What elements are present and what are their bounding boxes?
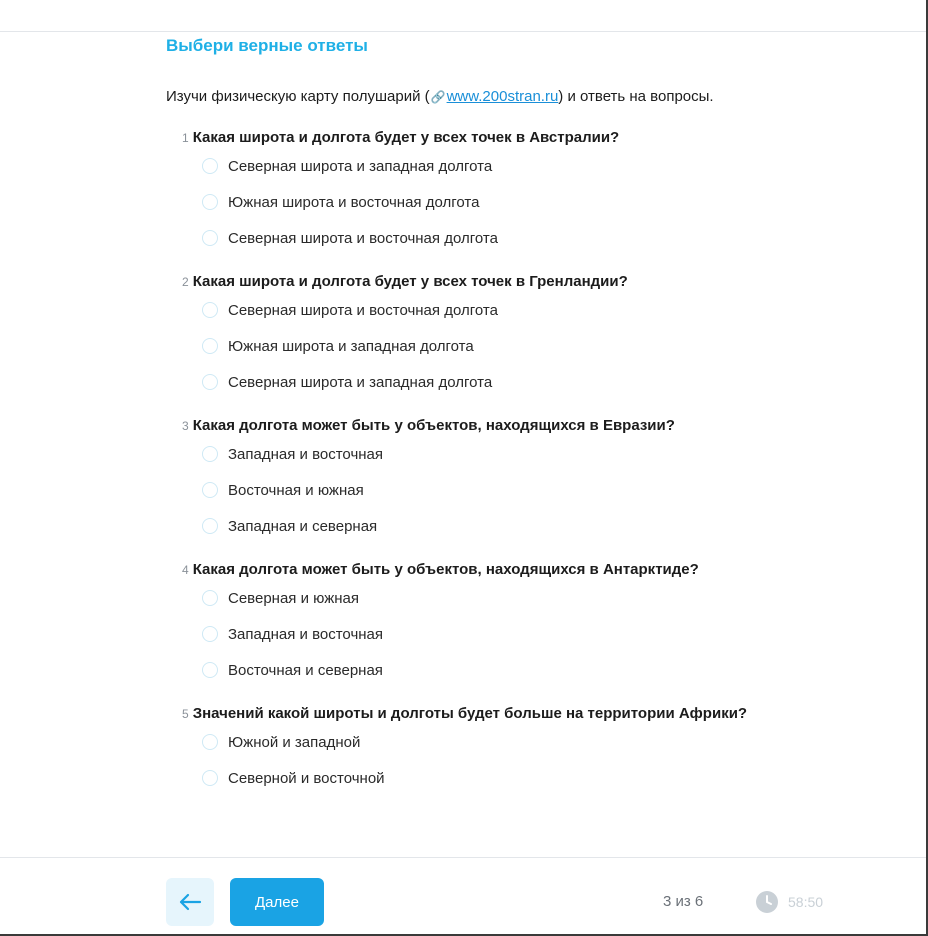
instruction-text-start: Изучи физическую карту полушарий ( (166, 88, 430, 105)
map-link[interactable]: www.200stran.ru (446, 88, 559, 105)
answer-option[interactable] (202, 472, 886, 508)
radio-button[interactable] (202, 662, 218, 678)
question-text: Какая долгота может быть у объектов, находящихся в Антарктиде? (192, 561, 699, 578)
radio-button[interactable] (202, 518, 218, 534)
progress-indicator: 3 из 6 (663, 893, 704, 910)
radio-button[interactable] (202, 338, 218, 354)
question-header (182, 416, 886, 436)
question-2 (182, 272, 886, 400)
timer (755, 890, 823, 914)
arrow-left-icon (178, 893, 202, 911)
footer-bar (0, 858, 926, 934)
timer-value: 58:50 (788, 894, 824, 910)
question-1 (182, 128, 886, 256)
instruction-text-end: ) и ответь на вопросы. (558, 88, 714, 105)
question-3 (182, 416, 886, 544)
question-text: Какая широта и долгота будет у всех точек в Австралии? (192, 129, 620, 146)
answer-option[interactable] (202, 760, 886, 796)
question-header (182, 272, 886, 292)
top-divider (0, 31, 926, 32)
answer-option[interactable] (202, 328, 886, 364)
option-label: Северная широта и западная долгота (228, 373, 493, 391)
radio-button[interactable] (202, 446, 218, 462)
radio-button[interactable] (202, 302, 218, 318)
radio-button[interactable] (202, 482, 218, 498)
option-label: Северная и южная (228, 589, 359, 607)
question-header (182, 128, 886, 148)
option-label: Южная широта и западная долгота (228, 337, 474, 355)
answer-option[interactable] (202, 580, 886, 616)
question-number: 3 (182, 419, 189, 433)
radio-button[interactable] (202, 770, 218, 786)
option-label: Северная широта и восточная долгота (228, 301, 498, 319)
back-button[interactable] (166, 878, 214, 926)
question-header (182, 560, 886, 580)
answer-option[interactable] (202, 436, 886, 472)
radio-button[interactable] (202, 230, 218, 246)
question-5 (182, 704, 886, 796)
option-label: Восточная и северная (228, 661, 383, 679)
link-icon: 🔗 (430, 90, 446, 104)
next-button[interactable]: Далее (230, 878, 324, 926)
task-content (166, 34, 886, 812)
answer-option[interactable] (202, 220, 886, 256)
answer-option[interactable] (202, 724, 886, 760)
radio-button[interactable] (202, 194, 218, 210)
option-label: Северная широта и восточная долгота (228, 229, 498, 247)
radio-button[interactable] (202, 590, 218, 606)
clock-icon (755, 890, 779, 914)
option-label: Западная и северная (228, 517, 378, 535)
question-text: Какая широта и долгота будет у всех точек в Гренландии? (192, 273, 628, 290)
question-number: 5 (182, 707, 189, 721)
radio-button[interactable] (202, 626, 218, 642)
question-number: 1 (182, 131, 189, 145)
answer-option[interactable] (202, 148, 886, 184)
option-label: Западная и восточная (228, 625, 384, 643)
option-label: Южной и западной (228, 733, 361, 751)
question-text: Какая долгота может быть у объектов, находящихся в Евразии? (192, 417, 675, 434)
answer-option[interactable] (202, 508, 886, 544)
task-instruction (166, 86, 886, 108)
question-header (182, 704, 886, 724)
question-number: 2 (182, 275, 189, 289)
option-label: Западная и восточная (228, 445, 384, 463)
answer-option[interactable] (202, 184, 886, 220)
option-label: Северной и восточной (228, 769, 385, 787)
option-label: Северная широта и западная долгота (228, 157, 493, 175)
answer-option[interactable] (202, 652, 886, 688)
question-text: Значений какой широты и долготы будет больше на территории Африки? (192, 705, 748, 722)
task-title: Выбери верные ответы (166, 36, 368, 55)
radio-button[interactable] (202, 374, 218, 390)
answer-option[interactable] (202, 364, 886, 400)
answer-option[interactable] (202, 292, 886, 328)
question-list (182, 128, 886, 796)
option-label: Восточная и южная (228, 481, 364, 499)
radio-button[interactable] (202, 734, 218, 750)
option-label: Южная широта и восточная долгота (228, 193, 480, 211)
answer-option[interactable] (202, 616, 886, 652)
question-4 (182, 560, 886, 688)
radio-button[interactable] (202, 158, 218, 174)
question-number: 4 (182, 563, 189, 577)
